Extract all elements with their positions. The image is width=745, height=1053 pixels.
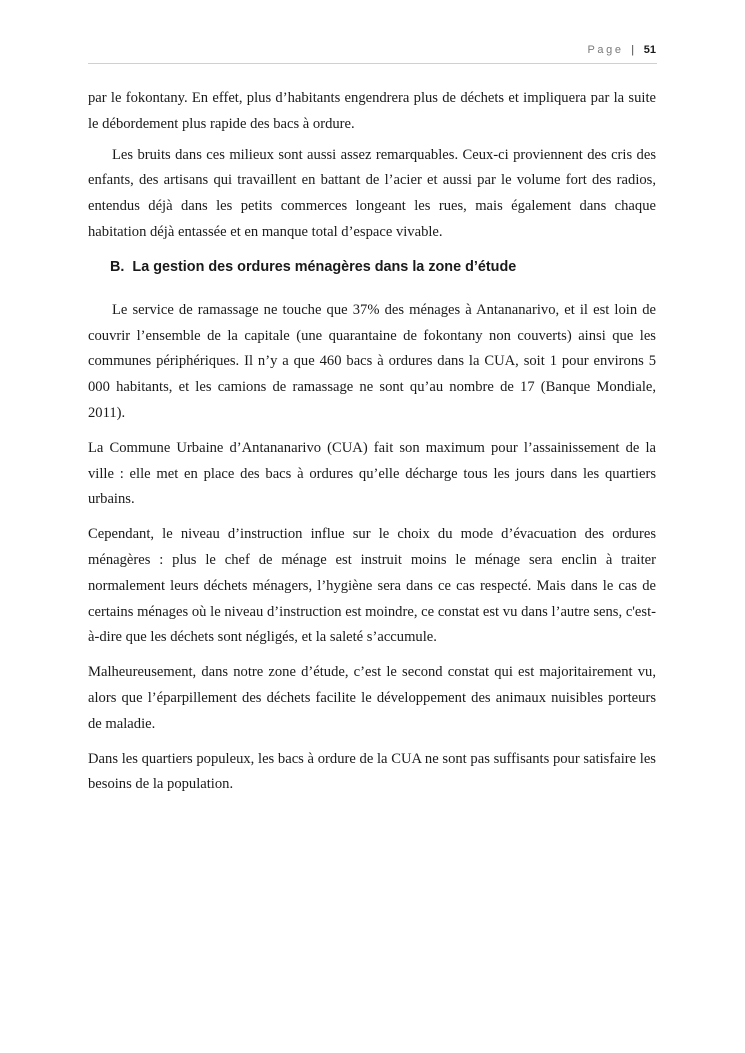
paragraph-noise: Les bruits dans ces milieux sont aussi assez remarquables. Ceux-ci proviennent des cris des enfants, des artisans qui travaillent en battant de l’acier et aussi par le volume fort des radios, entendus déjà dans les petits commerces longeant les rues, mais également dans chaque habitation déjà entassée et en manque total d’espace vivable. <box>88 146 656 240</box>
section-title: La gestion des ordures ménagères dans la zone d’étude <box>132 258 517 275</box>
section-letter: B. <box>110 258 125 275</box>
section-heading <box>88 255 656 279</box>
paragraph-collection-service: Le service de ramassage ne touche que 37% des ménages à Antananarivo, et il est loin de couvrir l’ensemble de la capitale (une quarantaine de fokontany non couverts) ainsi que les communes périphériques. Il n’y a que 460 bacs à ordures dans la CUA, soit 1 pour environs 5 000 habitants, et les camions de ramassage ne sont qu’au nombre de 17 (Banque Mondiale, 2011). <box>88 301 656 421</box>
paragraph-populous-districts: Dans les quartiers populeux, les bacs à ordure de la CUA ne sont pas suffisants pour satisfaire les besoins de la population. <box>88 750 656 793</box>
document-body <box>88 86 656 798</box>
page-label: Page <box>587 44 624 56</box>
paragraph-education: Cependant, le niveau d’instruction influe sur le choix du mode d’évacuation des ordures ménagères : plus le chef de ménage est instruit moins le ménage sera enclin à traiter normalement leurs déchets ménagers, l’hygiène sera dans ce cas respecté. Mais dans le cas de certains ménages où le niveau d’instruction est moindre, ce constat est vu dans l’autre sens, c'est-à-dire que les déchets sont négligés, et la saleté s’accumule. <box>88 526 656 646</box>
page-header <box>587 44 656 56</box>
paragraph-continuation: par le fokontany. En effet, plus d’habitants engendrera plus de déchets et impliquera par la suite le débordement plus rapide des bacs à ordure. <box>88 90 656 132</box>
page-separator: | <box>631 44 635 56</box>
header-rule <box>88 63 657 64</box>
paragraph-study-zone: Malheureusement, dans notre zone d’étude, c’est le second constat qui est majoritairement vu, alors que l’éparpillement des déchets facilite le développement des animaux nuisibles porteurs de maladie. <box>88 664 656 732</box>
paragraph-cua: La Commune Urbaine d’Antananarivo (CUA) fait son maximum pour l’assainissement de la ville : elle met en place des bacs à ordures qu’elle décharge tous les jours dans les quartiers urbains. <box>88 439 656 508</box>
page-number: 51 <box>643 44 656 56</box>
